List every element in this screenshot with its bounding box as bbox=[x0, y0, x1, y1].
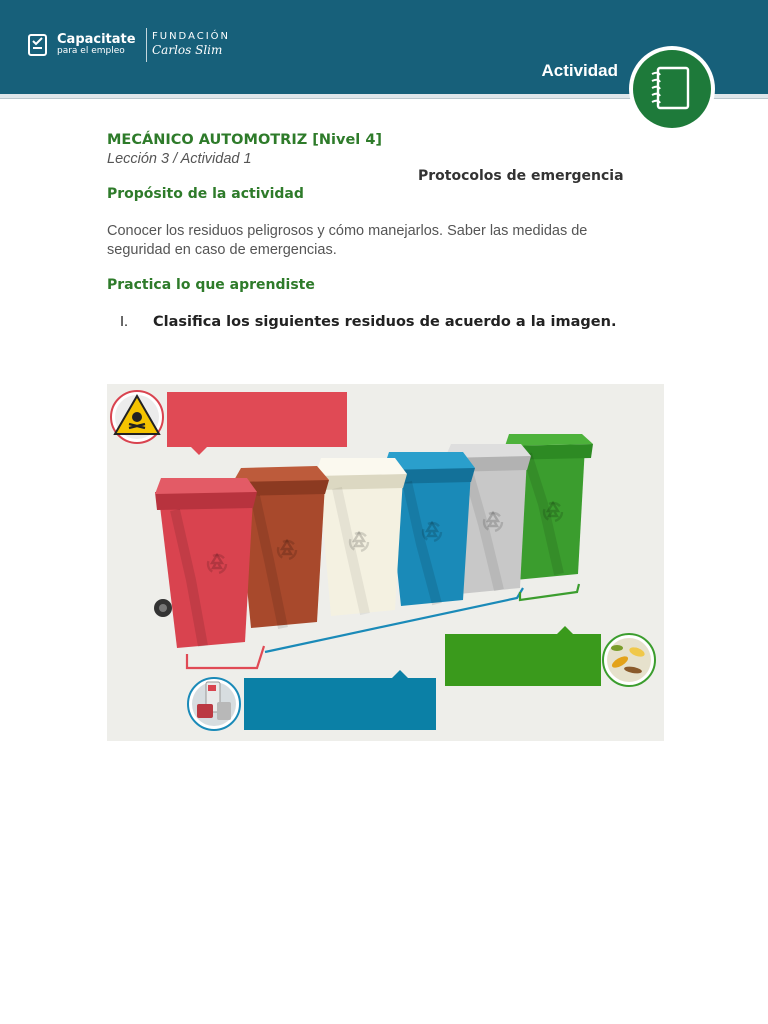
logo-separator bbox=[146, 28, 147, 62]
waste-bins-illustration bbox=[107, 384, 664, 741]
white-bin bbox=[315, 458, 407, 616]
organic-waste-icon bbox=[603, 634, 655, 686]
fundacion-signature: Carlos Slim bbox=[152, 43, 223, 57]
capacitate-logo bbox=[25, 32, 136, 58]
toxic-hazard-icon bbox=[111, 391, 163, 443]
question-text: Clasifica los siguientes residuos de acuerdo a la imagen. bbox=[153, 314, 617, 330]
red-bin bbox=[154, 478, 257, 648]
activity-topic: Protocolos de emergencia bbox=[418, 168, 624, 184]
course-title: MECÁNICO AUTOMOTRIZ [Nivel 4] bbox=[107, 132, 383, 148]
fundacion-logo bbox=[152, 31, 230, 57]
section-label: Actividad bbox=[541, 61, 618, 80]
fundacion-label: FUNDACIÓN bbox=[152, 31, 231, 42]
blue-answer-box[interactable] bbox=[244, 670, 436, 730]
green-answer-box[interactable] bbox=[445, 626, 601, 686]
purpose-text: Conocer los residuos peligrosos y cómo manejarlos. Saber las medidas de seguridad en caso de emergencias. bbox=[107, 223, 588, 258]
purpose-heading: Propósito de la actividad bbox=[107, 186, 304, 202]
question-number: I. bbox=[120, 314, 129, 330]
capacitate-logo-icon bbox=[25, 32, 51, 58]
red-answer-box[interactable] bbox=[167, 392, 347, 455]
logo-subtitle: para el empleo bbox=[57, 46, 125, 56]
practice-heading: Practica lo que aprendiste bbox=[107, 277, 315, 293]
logo-name: Capacitate bbox=[57, 32, 136, 47]
inorganic-waste-icon bbox=[188, 678, 240, 730]
green-bracket bbox=[520, 584, 579, 600]
red-bracket bbox=[187, 646, 264, 668]
lesson-subtitle: Lección 3 / Actividad 1 bbox=[107, 151, 252, 167]
waste-bins-svg bbox=[107, 384, 664, 741]
notebook-icon bbox=[628, 45, 716, 133]
